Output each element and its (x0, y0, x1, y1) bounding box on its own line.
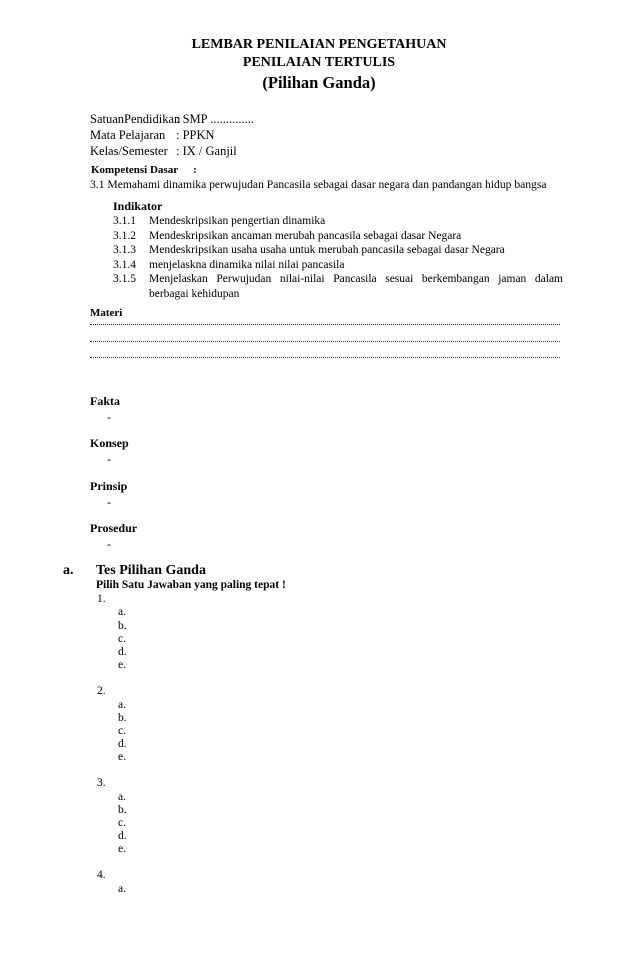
meta-info (90, 111, 254, 159)
section-prosedur-label: Prosedur (90, 521, 138, 535)
meta-value: : SMP .............. (176, 112, 255, 126)
answer-option: d. (118, 830, 127, 842)
section-konsep-value: - (107, 452, 111, 466)
indikator-number: 3.1.4 (113, 258, 136, 271)
answer-option: c. (118, 633, 126, 645)
answer-option: a. (118, 791, 126, 803)
answer-option: a. (118, 699, 126, 711)
answer-option: e. (118, 843, 126, 855)
materi-dotted-line (90, 341, 560, 343)
question-number: 1. (97, 593, 106, 605)
answer-option: b. (118, 620, 127, 632)
indikator-list (113, 214, 563, 302)
section-prinsip-label: Prinsip (90, 479, 128, 493)
section-prinsip-value: - (107, 495, 111, 509)
test-section-title: Tes Pilihan Ganda (96, 563, 206, 578)
indikator-item (113, 214, 563, 229)
indikator-text: Mendeskripsikan pengertian dinamika (149, 215, 326, 227)
meta-label: Kelas/Semester (90, 144, 168, 158)
answer-option: b. (118, 712, 127, 724)
document-title (0, 36, 638, 94)
answer-option: c. (118, 725, 126, 737)
meta-label: Mata Pelajaran (90, 128, 166, 142)
meta-value: : IX / Ganjil (176, 144, 237, 158)
title-line-3: (Pilihan Ganda) (262, 73, 376, 92)
meta-row-kelas (90, 143, 254, 159)
section-fakta-value: - (107, 410, 111, 424)
kompetensi-colon: : (193, 164, 197, 176)
answer-option: b. (118, 804, 127, 816)
indikator-number: 3.1.5 (113, 273, 136, 286)
answer-option: a. (118, 883, 126, 895)
section-fakta-label: Fakta (90, 394, 120, 408)
meta-value: : PPKN (176, 128, 215, 142)
title-line-2: PENILAIAN TERTULIS (242, 55, 396, 70)
kompetensi-heading (91, 164, 197, 176)
materi-heading: Materi (90, 307, 123, 319)
indikator-item (113, 243, 563, 258)
answer-option: c. (118, 817, 126, 829)
test-section-marker: a. (63, 563, 74, 578)
indikator-item (113, 229, 563, 244)
answer-option: a. (118, 606, 126, 618)
indikator-text: Mendeskripsikan usaha usaha untuk merubah pancasila sebagai dasar Negara (149, 244, 505, 257)
question-number: 3. (97, 777, 106, 789)
materi-dotted-line (90, 324, 560, 326)
indikator-text: menjelaskna dinamika nilai nilai pancasila (149, 258, 345, 271)
answer-option: d. (118, 738, 127, 750)
indikator-item (113, 258, 563, 273)
indikator-number: 3.1.1 (113, 215, 136, 227)
question-number: 4. (97, 869, 106, 881)
materi-dotted-line (90, 357, 560, 359)
answer-option: e. (118, 659, 126, 671)
section-prosedur-value: - (107, 537, 111, 551)
indikator-number: 3.1.3 (113, 244, 136, 257)
meta-row-satuan (90, 111, 254, 127)
meta-row-mapel (90, 127, 254, 143)
answer-option: e. (118, 751, 126, 763)
question-number: 2. (97, 685, 106, 697)
indikator-heading: Indikator (113, 199, 163, 213)
kompetensi-text: 3.1 Memahami dinamika perwujudan Pancasila sebagai dasar negara dan pandangan hidup bangsa (90, 178, 547, 191)
indikator-text: Mendeskripsikan ancaman merubah pancasila sebagai dasar Negara (149, 229, 462, 242)
section-konsep-label: Konsep (90, 436, 129, 450)
indikator-number: 3.1.2 (113, 229, 136, 242)
indikator-text: Menjelaskan Perwujudan nilai-nilai Pancasila sesuai berkembangan jaman dalam berbagai kehidupan (149, 273, 563, 300)
indikator-item (113, 272, 563, 301)
answer-option: d. (118, 646, 127, 658)
kompetensi-heading-label: Kompetensi Dasar (91, 164, 179, 176)
meta-label: SatuanPendidikan (90, 112, 181, 126)
title-line-1: LEMBAR PENILAIAN PENGETAHUAN (191, 37, 447, 52)
test-instruction: Pilih Satu Jawaban yang paling tepat ! (96, 579, 286, 591)
